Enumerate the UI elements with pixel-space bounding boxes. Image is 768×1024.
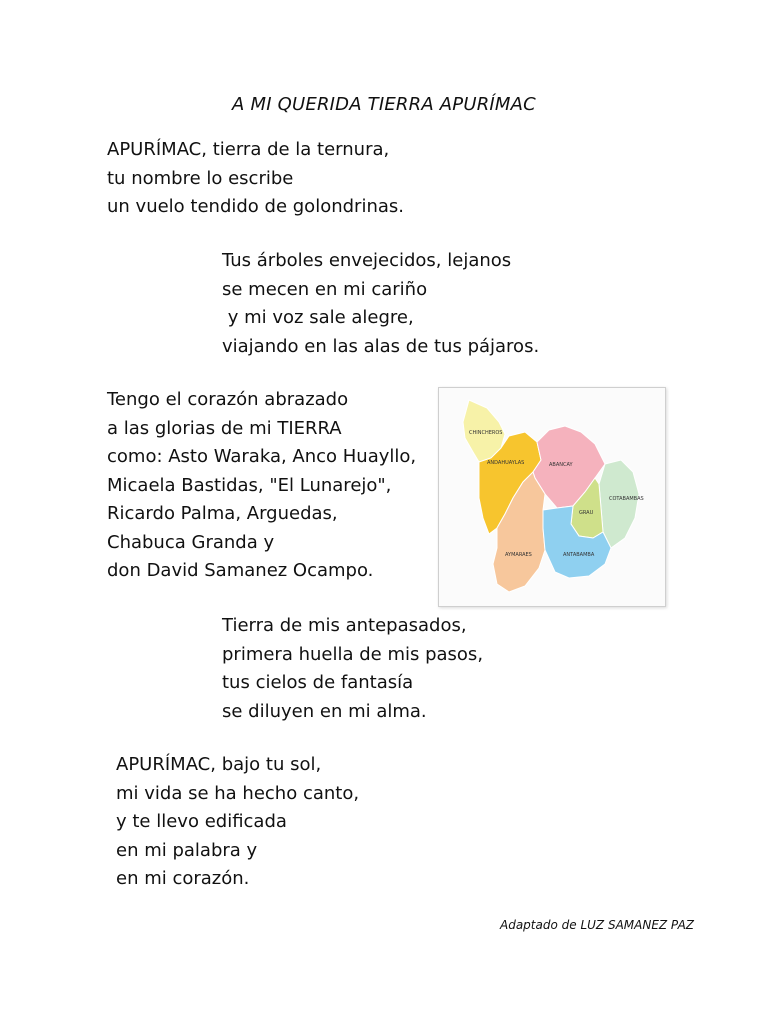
poem-line: primera huella de mis pasos, [222, 643, 484, 665]
poem-line: en mi palabra y [116, 839, 258, 861]
stanza-1 [107, 136, 404, 222]
map-svg [439, 388, 665, 606]
poem-line: se diluyen en mi alma. [222, 700, 427, 722]
author-credit: Adaptado de LUZ SAMANEZ PAZ [500, 918, 694, 932]
map-label-grau: GRAU [579, 510, 594, 516]
poem-line: viajando en las alas de tus pájaros. [222, 335, 540, 357]
poem-line: mi vida se ha hecho canto, [116, 782, 360, 804]
poem-line: y te llevo edificada [116, 811, 287, 832]
stanza-2 [222, 247, 539, 361]
poem-line: se mecen en mi cariño [222, 278, 428, 300]
poem-title: A MI QUERIDA TIERRA APURÍMAC [232, 94, 536, 115]
poem-line: a las glorias de mi TIERRA [107, 417, 342, 439]
poem-line: Chabuca Granda y [107, 531, 275, 553]
stanza-5 [116, 751, 359, 894]
poem-line: como: Asto Waraka, Anco Huayllo, [107, 446, 417, 467]
map-label-cotabambas: COTABAMBAS [609, 496, 644, 502]
poem-line: Tierra de mis antepasados, [222, 615, 467, 636]
stanza-3 [107, 386, 416, 586]
map-label-andahuaylas: ANDAHUAYLAS [487, 460, 525, 466]
poem-line: Tengo el corazón abrazado [107, 389, 349, 410]
poem-line: APURÍMAC, bajo tu sol, [116, 754, 322, 775]
poem-line: Ricardo Palma, Arguedas, [107, 503, 338, 524]
poem-line: y mi voz sale alegre, [222, 307, 414, 328]
map-label-antabamba: ANTABAMBA [563, 552, 595, 558]
map-label-aymaraes: AYMARAES [505, 552, 532, 558]
province-cotabambas [599, 460, 639, 548]
poem-line: Micaela Bastidas, "El Lunarejo", [107, 474, 392, 496]
poem-line: APURÍMAC, tierra de la ternura, [107, 139, 390, 160]
map-label-abancay: ABANCAY [549, 462, 573, 468]
poem-line: en mi corazón. [116, 868, 250, 889]
poem-line: Tus árboles envejecidos, lejanos [222, 250, 512, 271]
poem-line: don David Samanez Ocampo. [107, 560, 374, 581]
poem-line: tu nombre lo escribe [107, 167, 294, 189]
poem-line: tus cielos de fantasía [222, 672, 414, 693]
apurimac-map [438, 387, 666, 607]
stanza-4 [222, 612, 483, 726]
poem-line: un vuelo tendido de golondrinas. [107, 196, 404, 217]
map-label-chincheros: CHINCHEROS [469, 430, 503, 436]
